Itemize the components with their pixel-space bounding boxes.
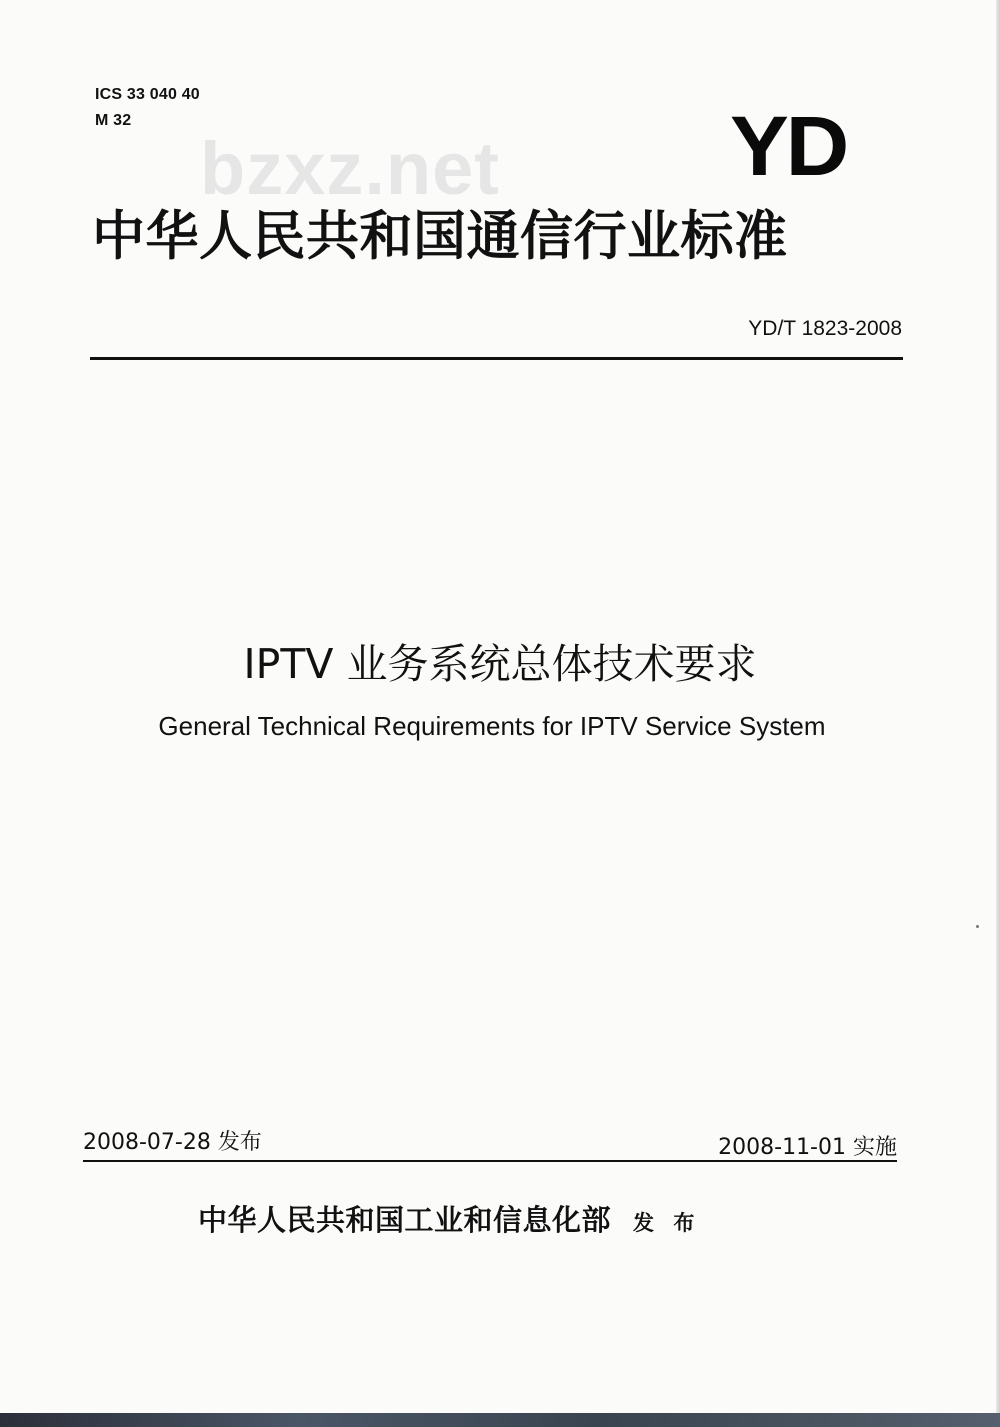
standard-number: YD/T 1823-2008	[748, 317, 902, 340]
publisher-name: 中华人民共和国工业和信息化部	[198, 1203, 612, 1237]
watermark: bzxz.net	[200, 127, 500, 210]
scan-bottom-strip	[0, 1413, 1000, 1427]
publish-label: 发 布	[633, 1210, 701, 1235]
scan-edge	[996, 0, 1000, 1427]
document-title-chinese: IPTV 业务系统总体技术要求	[243, 640, 757, 688]
ccs-code: M 32	[95, 112, 132, 129]
effective-date: 2008-11-01 实施	[718, 1135, 897, 1160]
scan-speck	[976, 925, 979, 928]
ics-code: ICS 33 040 40	[95, 86, 200, 103]
document-title-english: General Technical Requirements for IPTV Service System	[158, 711, 826, 741]
publisher-line	[198, 1198, 700, 1239]
bottom-divider	[83, 1160, 897, 1162]
yd-logo-mark: YD	[730, 99, 847, 193]
top-divider	[90, 357, 903, 360]
standard-category-title: 中华人民共和国通信行业标准	[92, 206, 788, 267]
issue-date: 2008-07-28 发布	[83, 1130, 262, 1155]
